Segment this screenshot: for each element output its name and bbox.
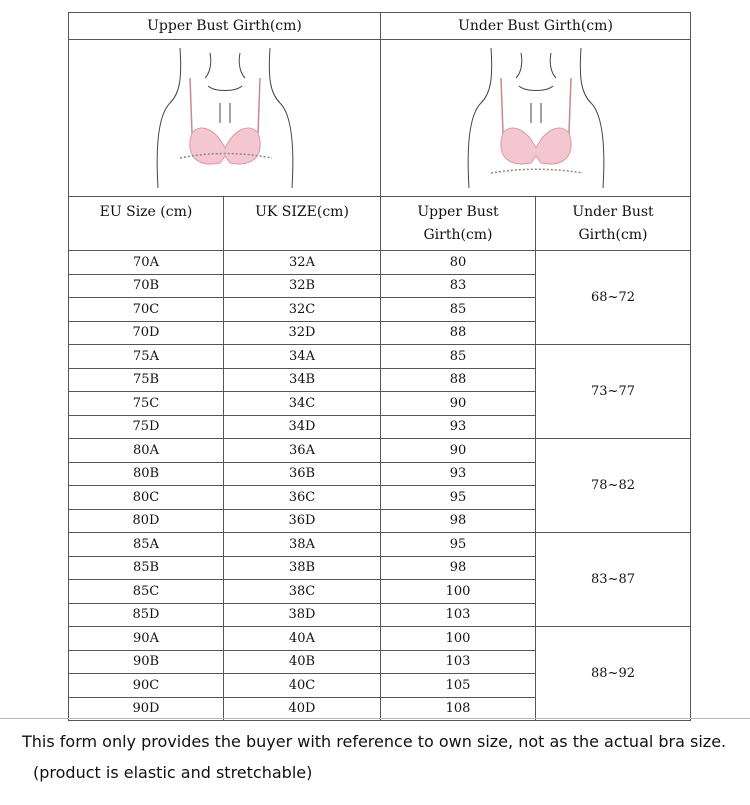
under-bust-col-header: Under Bust Girth(cm) bbox=[536, 197, 691, 251]
under-bust-range-cell: 68~72 bbox=[536, 251, 691, 345]
upper-cell: 88 bbox=[381, 368, 536, 392]
uk-cell: 40D bbox=[224, 697, 381, 721]
upper-cell: 80 bbox=[381, 251, 536, 275]
size-chart bbox=[68, 12, 690, 721]
uk-cell: 36D bbox=[224, 509, 381, 533]
eu-cell: 85D bbox=[69, 603, 224, 627]
upper-cell: 100 bbox=[381, 627, 536, 651]
disclaimer-note: This form only provides the buyer with reference to own size, not as the actual bra size. bbox=[22, 732, 727, 751]
under-bust-illustration bbox=[381, 40, 691, 197]
eu-cell: 80B bbox=[69, 462, 224, 486]
upper-cell: 98 bbox=[381, 556, 536, 580]
upper-cell: 83 bbox=[381, 274, 536, 298]
eu-cell: 75B bbox=[69, 368, 224, 392]
table-row bbox=[69, 251, 691, 275]
eu-cell: 75A bbox=[69, 345, 224, 369]
eu-cell: 75C bbox=[69, 392, 224, 416]
uk-size-header: UK SIZE(cm) bbox=[224, 197, 381, 251]
divider bbox=[0, 718, 750, 719]
eu-size-header: EU Size (cm) bbox=[69, 197, 224, 251]
table-row bbox=[69, 533, 691, 557]
eu-cell: 90B bbox=[69, 650, 224, 674]
uk-cell: 38C bbox=[224, 580, 381, 604]
eu-cell: 80D bbox=[69, 509, 224, 533]
eu-cell: 85C bbox=[69, 580, 224, 604]
uk-cell: 32B bbox=[224, 274, 381, 298]
upper-cell: 93 bbox=[381, 415, 536, 439]
upper-bust-header: Upper Bust Girth(cm) bbox=[69, 13, 381, 40]
table-row bbox=[69, 345, 691, 369]
uk-cell: 34C bbox=[224, 392, 381, 416]
uk-cell: 34D bbox=[224, 415, 381, 439]
under-bust-header: Under Bust Girth(cm) bbox=[381, 13, 691, 40]
uk-cell: 40A bbox=[224, 627, 381, 651]
eu-cell: 70D bbox=[69, 321, 224, 345]
under-bust-range-cell: 88~92 bbox=[536, 627, 691, 721]
upper-cell: 108 bbox=[381, 697, 536, 721]
upper-cell: 95 bbox=[381, 486, 536, 510]
eu-cell: 90A bbox=[69, 627, 224, 651]
upper-bust-col-header: Upper Bust Girth(cm) bbox=[381, 197, 536, 251]
uk-cell: 34B bbox=[224, 368, 381, 392]
uk-cell: 36A bbox=[224, 439, 381, 463]
upper-cell: 98 bbox=[381, 509, 536, 533]
eu-cell: 80C bbox=[69, 486, 224, 510]
upper-cell: 90 bbox=[381, 439, 536, 463]
upper-cell: 90 bbox=[381, 392, 536, 416]
uk-cell: 32A bbox=[224, 251, 381, 275]
upper-cell: 100 bbox=[381, 580, 536, 604]
uk-cell: 36C bbox=[224, 486, 381, 510]
uk-cell: 40B bbox=[224, 650, 381, 674]
upper-cell: 85 bbox=[381, 298, 536, 322]
uk-cell: 38D bbox=[224, 603, 381, 627]
eu-cell: 85B bbox=[69, 556, 224, 580]
uk-cell: 38B bbox=[224, 556, 381, 580]
table-row bbox=[69, 627, 691, 651]
uk-cell: 32C bbox=[224, 298, 381, 322]
upper-cell: 88 bbox=[381, 321, 536, 345]
upper-cell: 95 bbox=[381, 533, 536, 557]
upper-cell: 103 bbox=[381, 603, 536, 627]
eu-cell: 70A bbox=[69, 251, 224, 275]
under-bust-range-cell: 83~87 bbox=[536, 533, 691, 627]
uk-cell: 36B bbox=[224, 462, 381, 486]
upper-cell: 93 bbox=[381, 462, 536, 486]
elastic-note: (product is elastic and stretchable) bbox=[33, 763, 313, 782]
eu-cell: 85A bbox=[69, 533, 224, 557]
upper-cell: 103 bbox=[381, 650, 536, 674]
size-table bbox=[68, 12, 691, 721]
uk-cell: 32D bbox=[224, 321, 381, 345]
under-bust-range-cell: 73~77 bbox=[536, 345, 691, 439]
eu-cell: 70B bbox=[69, 274, 224, 298]
uk-cell: 34A bbox=[224, 345, 381, 369]
table-row bbox=[69, 439, 691, 463]
under-bust-range-cell: 78~82 bbox=[536, 439, 691, 533]
eu-cell: 90C bbox=[69, 674, 224, 698]
eu-cell: 90D bbox=[69, 697, 224, 721]
eu-cell: 80A bbox=[69, 439, 224, 463]
upper-bust-illustration bbox=[69, 40, 381, 197]
upper-cell: 105 bbox=[381, 674, 536, 698]
eu-cell: 70C bbox=[69, 298, 224, 322]
uk-cell: 38A bbox=[224, 533, 381, 557]
eu-cell: 75D bbox=[69, 415, 224, 439]
upper-cell: 85 bbox=[381, 345, 536, 369]
uk-cell: 40C bbox=[224, 674, 381, 698]
